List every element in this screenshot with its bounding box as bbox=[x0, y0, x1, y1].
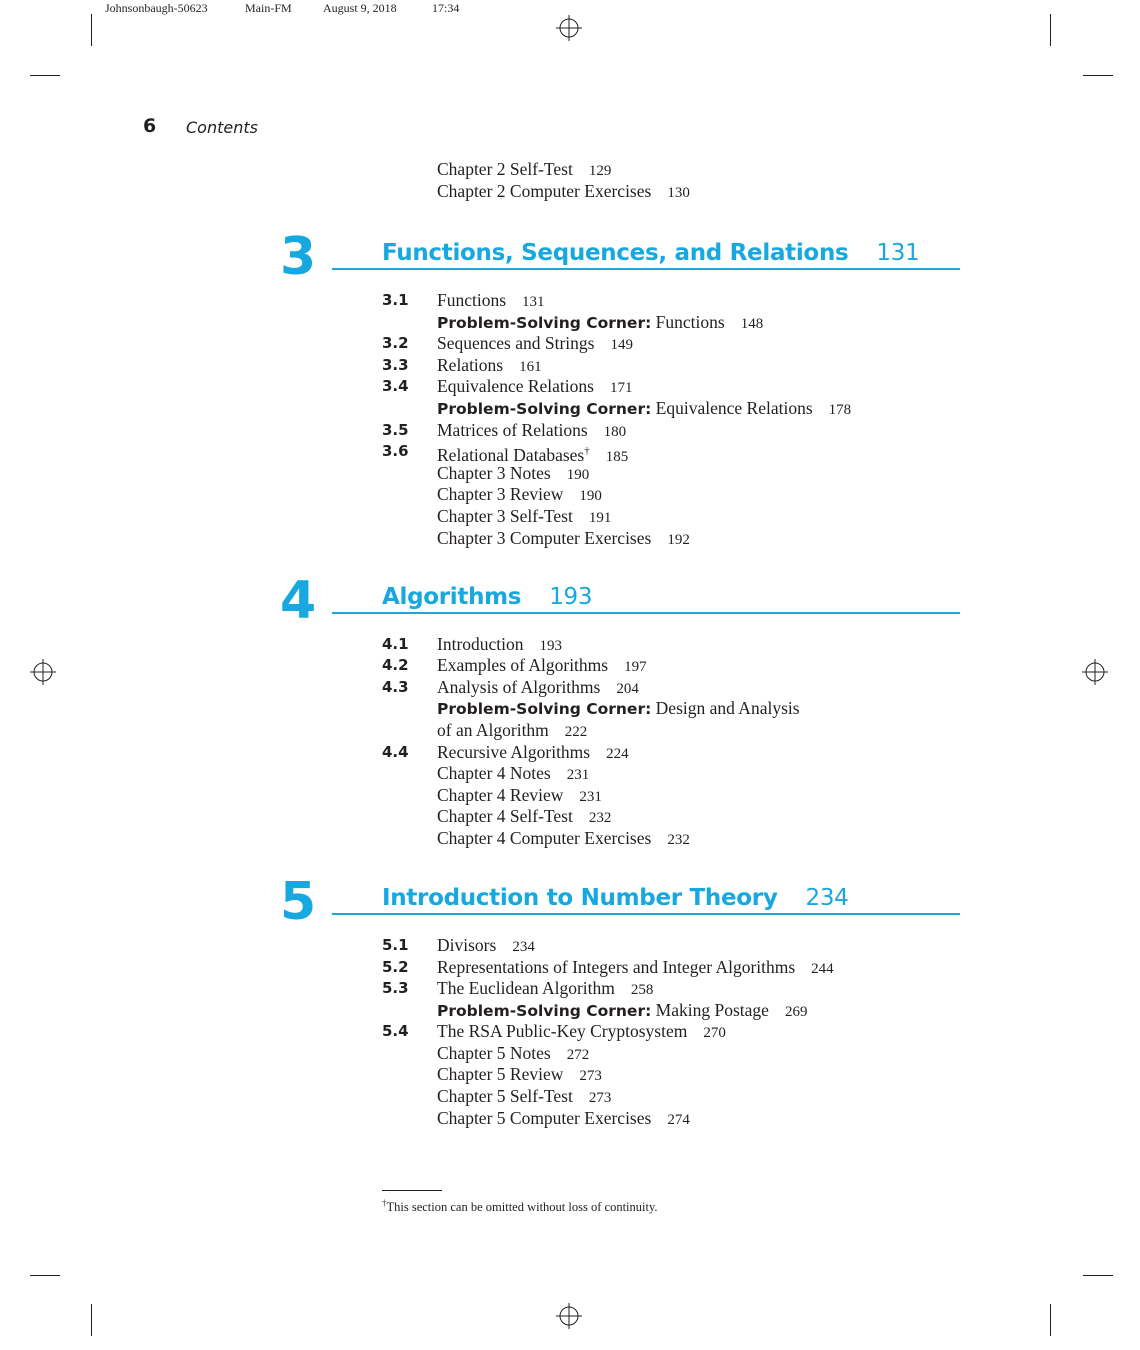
entry-page: 180 bbox=[603, 424, 627, 440]
toc-entry bbox=[437, 719, 587, 743]
toc-entry bbox=[437, 977, 653, 1001]
entry-title: Chapter 5 Computer Exercises bbox=[437, 1108, 652, 1128]
entry-page: 273 bbox=[579, 1068, 602, 1084]
section-number: 4.3 bbox=[382, 678, 409, 696]
entry-page: 231 bbox=[579, 789, 602, 805]
toc-entry bbox=[437, 158, 611, 182]
section-number: 5.3 bbox=[382, 979, 409, 997]
problem-solving-label: Problem-Solving Corner: bbox=[437, 314, 652, 332]
entry-title: Design and Analysis bbox=[655, 698, 800, 718]
entry-page: 270 bbox=[703, 1025, 726, 1041]
entry-page: 272 bbox=[566, 1047, 590, 1063]
toc-entry bbox=[437, 827, 690, 851]
entry-page: 161 bbox=[519, 359, 542, 375]
chapter-title-text: Algorithms bbox=[382, 584, 522, 610]
chapter-number: 5 bbox=[280, 872, 317, 932]
entry-title: Chapter 4 Notes bbox=[437, 763, 551, 783]
chapter-rule bbox=[332, 612, 960, 614]
chapter-title-text: Functions, Sequences, and Relations bbox=[382, 240, 849, 266]
chapter-number: 4 bbox=[280, 571, 317, 631]
entry-page: 185 bbox=[605, 448, 629, 465]
entry-page: 258 bbox=[630, 982, 654, 998]
toc-entry bbox=[437, 332, 633, 356]
entry-page: 148 bbox=[740, 316, 764, 332]
toc-entry bbox=[437, 483, 602, 507]
toc-entry bbox=[437, 289, 545, 313]
entry-title: Matrices of Relations bbox=[437, 420, 588, 440]
entry-title: Chapter 3 Computer Exercises bbox=[437, 528, 652, 548]
section-number: 5.1 bbox=[382, 936, 409, 954]
entry-page: 129 bbox=[588, 163, 612, 179]
entry-title: Chapter 3 Self-Test bbox=[437, 506, 573, 526]
entry-page: 222 bbox=[564, 724, 588, 740]
problem-solving-label: Problem-Solving Corner: bbox=[437, 1002, 652, 1020]
chapter-page: 193 bbox=[549, 584, 593, 610]
section-number: 5.4 bbox=[382, 1022, 409, 1040]
entry-page: 171 bbox=[609, 380, 633, 396]
slug-section: Main-FM bbox=[245, 1, 292, 15]
footnote-rule bbox=[382, 1190, 442, 1191]
entry-page: 197 bbox=[624, 659, 647, 675]
problem-solving-label: Problem-Solving Corner: bbox=[437, 700, 652, 718]
section-number: 4.1 bbox=[382, 635, 409, 653]
entry-title: Chapter 4 Self-Test bbox=[437, 806, 573, 826]
page-number: 6 bbox=[143, 115, 157, 137]
entry-title: Chapter 5 Self-Test bbox=[437, 1086, 573, 1106]
toc-entry bbox=[437, 934, 535, 958]
toc-entry bbox=[437, 375, 632, 399]
toc-entry bbox=[437, 1107, 690, 1131]
entry-page: 269 bbox=[784, 1004, 808, 1020]
chapter-title bbox=[382, 582, 592, 612]
toc-entry bbox=[437, 397, 851, 421]
entry-title: Relations bbox=[437, 355, 504, 375]
dagger-mark: † bbox=[584, 445, 590, 457]
entry-title: The RSA Public-Key Cryptosystem bbox=[437, 1021, 688, 1041]
entry-page: 193 bbox=[539, 638, 563, 654]
chapter-rule bbox=[332, 268, 960, 270]
entry-title: Relational Databases bbox=[437, 444, 585, 465]
slug-date: August 9, 2018 bbox=[323, 1, 397, 15]
footnote bbox=[382, 1198, 658, 1215]
entry-title: The Euclidean Algorithm bbox=[437, 978, 615, 998]
entry-title: Equivalence Relations bbox=[437, 376, 594, 396]
section-number: 3.2 bbox=[382, 334, 409, 352]
toc-entry bbox=[437, 505, 611, 529]
entry-title: Examples of Algorithms bbox=[437, 655, 609, 675]
entry-title: Recursive Algorithms bbox=[437, 742, 591, 762]
entry-title: Chapter 4 Review bbox=[437, 785, 564, 805]
entry-title: Sequences and Strings bbox=[437, 333, 595, 353]
entry-title: Analysis of Algorithms bbox=[437, 677, 601, 697]
entry-page: 190 bbox=[579, 488, 602, 504]
problem-solving-label: Problem-Solving Corner: bbox=[437, 400, 652, 418]
entry-page: 190 bbox=[566, 467, 590, 483]
chapter-title-text: Introduction to Number Theory bbox=[382, 885, 778, 911]
entry-page: 192 bbox=[667, 532, 690, 548]
chapter-title bbox=[382, 883, 849, 913]
entry-page: 149 bbox=[610, 337, 633, 353]
entry-page: 131 bbox=[522, 294, 545, 310]
registration-mark-left-icon bbox=[30, 659, 56, 685]
section-number: 3.5 bbox=[382, 421, 409, 439]
entry-page: 204 bbox=[616, 681, 639, 697]
entry-page: 234 bbox=[512, 939, 535, 955]
entry-page: 231 bbox=[566, 767, 590, 783]
entry-title: Functions bbox=[655, 312, 725, 332]
slug-time: 17:34 bbox=[432, 1, 460, 15]
toc-entry bbox=[437, 527, 690, 551]
registration-mark-right-icon bbox=[1082, 659, 1108, 685]
toc-entry bbox=[437, 180, 690, 204]
chapter-page: 234 bbox=[805, 885, 849, 911]
toc-entry bbox=[437, 762, 589, 786]
slug-book: Johnsonbaugh-50623 bbox=[105, 1, 208, 15]
section-number: 3.3 bbox=[382, 356, 409, 374]
entry-title: Equivalence Relations bbox=[655, 398, 813, 418]
entry-page: 130 bbox=[667, 185, 690, 201]
entry-title: Functions bbox=[437, 290, 507, 310]
entry-title: Introduction bbox=[437, 634, 524, 654]
entry-title: Chapter 3 Notes bbox=[437, 463, 551, 483]
entry-title: Chapter 4 Computer Exercises bbox=[437, 828, 652, 848]
section-number: 5.2 bbox=[382, 958, 409, 976]
footnote-mark: † bbox=[382, 1198, 387, 1208]
section-number: 3.1 bbox=[382, 291, 409, 309]
entry-title: Making Postage bbox=[655, 1000, 769, 1020]
entry-title: Chapter 5 Notes bbox=[437, 1043, 551, 1063]
entry-title: Divisors bbox=[437, 935, 497, 955]
chapter-page: 131 bbox=[876, 240, 920, 266]
chapter-title bbox=[382, 238, 919, 268]
entry-page: 224 bbox=[606, 746, 629, 762]
entry-title: Chapter 5 Review bbox=[437, 1064, 564, 1084]
toc-entry bbox=[437, 1020, 726, 1044]
footnote-text: This section can be omitted without loss of continuity. bbox=[386, 1200, 658, 1215]
entry-page: 178 bbox=[828, 402, 852, 418]
entry-page: 191 bbox=[588, 510, 612, 526]
entry-page: 274 bbox=[667, 1112, 690, 1128]
section-number: 3.4 bbox=[382, 377, 409, 395]
section-number: 4.2 bbox=[382, 656, 409, 674]
entry-page: 273 bbox=[588, 1090, 612, 1106]
toc-entry bbox=[437, 654, 647, 678]
entry-title: Chapter 2 Computer Exercises bbox=[437, 181, 652, 201]
toc-entry bbox=[437, 805, 611, 829]
toc-entry bbox=[437, 1063, 602, 1087]
entry-title: of an Algorithm bbox=[437, 720, 549, 740]
toc-entry bbox=[437, 697, 800, 720]
running-head: Contents bbox=[186, 118, 258, 137]
chapter-number: 3 bbox=[280, 227, 317, 287]
section-number: 4.4 bbox=[382, 743, 409, 761]
toc-entry bbox=[437, 1085, 611, 1109]
entry-title: Chapter 2 Self-Test bbox=[437, 159, 573, 179]
registration-mark-bottom-icon bbox=[556, 1303, 582, 1329]
entry-page: 244 bbox=[811, 961, 834, 977]
registration-mark-top-icon bbox=[556, 15, 582, 41]
entry-title: Representations of Integers and Integer Algorithms bbox=[437, 957, 796, 977]
section-number: 3.6 bbox=[382, 442, 409, 460]
entry-page: 232 bbox=[667, 832, 690, 848]
chapter-rule bbox=[332, 913, 960, 915]
entry-title: Chapter 3 Review bbox=[437, 484, 564, 504]
entry-page: 232 bbox=[588, 810, 612, 826]
